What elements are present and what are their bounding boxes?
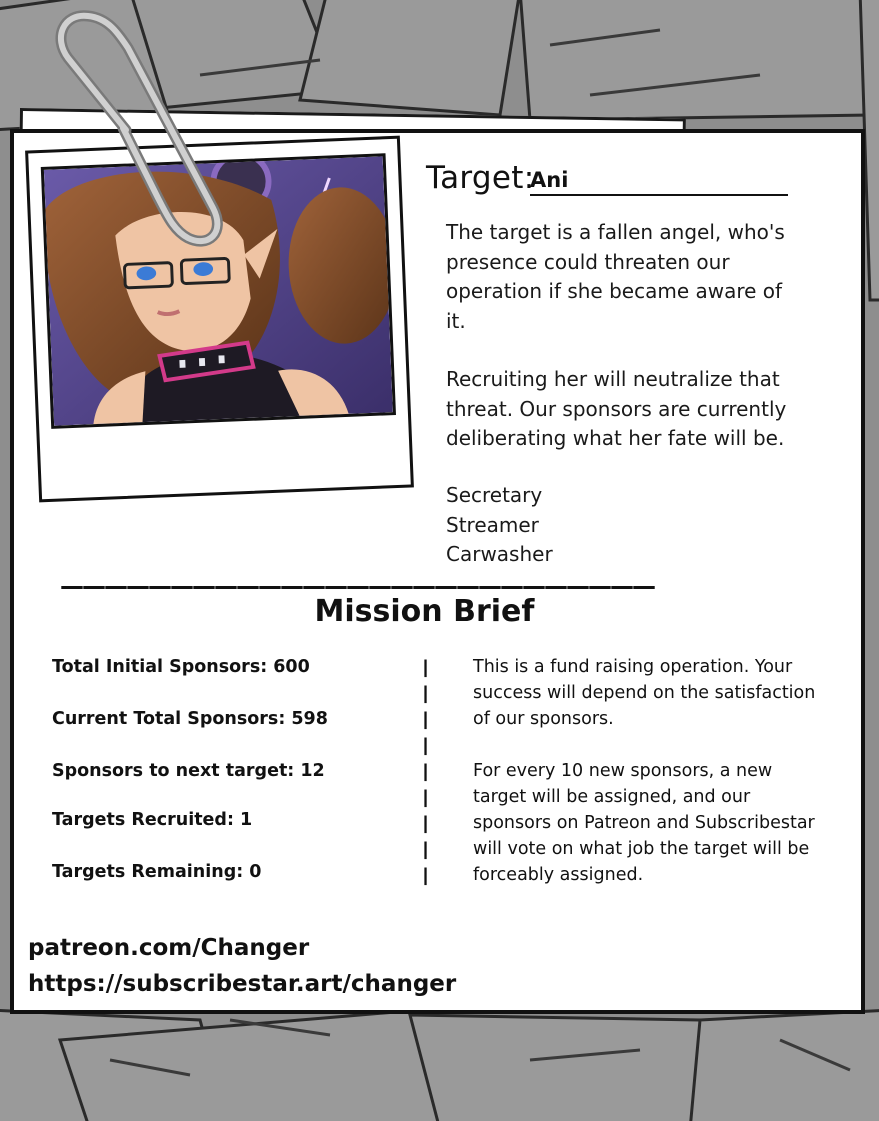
stat-total-initial-sponsors [52, 657, 310, 677]
separator-bar: | [423, 813, 429, 833]
target-description [446, 218, 801, 483]
stat-label: Targets Recruited: [52, 810, 234, 830]
stat-value: 598 [291, 709, 328, 729]
separator-bar: | [423, 761, 429, 781]
separator-bar: | [423, 657, 429, 677]
stat-targets-recruited [52, 810, 252, 830]
stat-value: 1 [239, 810, 253, 830]
description-paragraph: The target is a fallen angel, who's presence could threaten our operation if she became aware of it. [446, 220, 785, 333]
stat-label: Sponsors to next target: [52, 761, 295, 781]
stat-current-total-sponsors [52, 709, 328, 729]
mission-brief-title: Mission Brief [314, 594, 535, 629]
description-paragraph: Recruiting her will neutralize that threat. Our sponsors are currently deliberating what her fate will be. [446, 367, 787, 450]
subscribestar-link[interactable]: https://subscribestar.art/changer [28, 971, 457, 997]
separator-bar: | [423, 787, 429, 807]
separator-bar: | [423, 735, 429, 755]
separator-bar: | [423, 839, 429, 859]
job-options-list [446, 481, 553, 570]
mission-brief-text [473, 654, 818, 914]
brief-paragraph: This is a fund raising operation. Your success will depend on the satisfaction of our sponsors. [473, 657, 816, 729]
job-option: Carwasher [446, 542, 553, 566]
separator-bar: | [423, 865, 429, 885]
job-option: Streamer [446, 512, 539, 537]
brief-paragraph: For every 10 new sponsors, a new target will be assigned, and our sponsors on Patreon and Subscribestar will vote on what job the target will be forceably assigned. [473, 761, 815, 885]
paperclip-icon [48, 8, 233, 248]
stat-value: 12 [300, 761, 325, 781]
stat-value: 600 [273, 657, 310, 677]
section-divider: ——————————————————————————— [60, 572, 654, 600]
stat-label: Targets Remaining: [52, 862, 244, 882]
patreon-link[interactable]: patreon.com/Changer [28, 935, 310, 961]
stat-sponsors-to-next-target [52, 761, 325, 781]
column-separator [423, 654, 428, 888]
target-label: Target: [426, 160, 535, 196]
stat-value: 0 [249, 862, 262, 882]
target-name-field: Ani [530, 166, 788, 196]
separator-bar: | [423, 683, 429, 703]
stat-label: Current Total Sponsors: [52, 709, 286, 729]
job-option: Secretary [446, 483, 543, 507]
stat-label: Total Initial Sponsors: [52, 657, 268, 677]
stat-targets-remaining [52, 862, 261, 882]
separator-bar: | [423, 709, 429, 729]
